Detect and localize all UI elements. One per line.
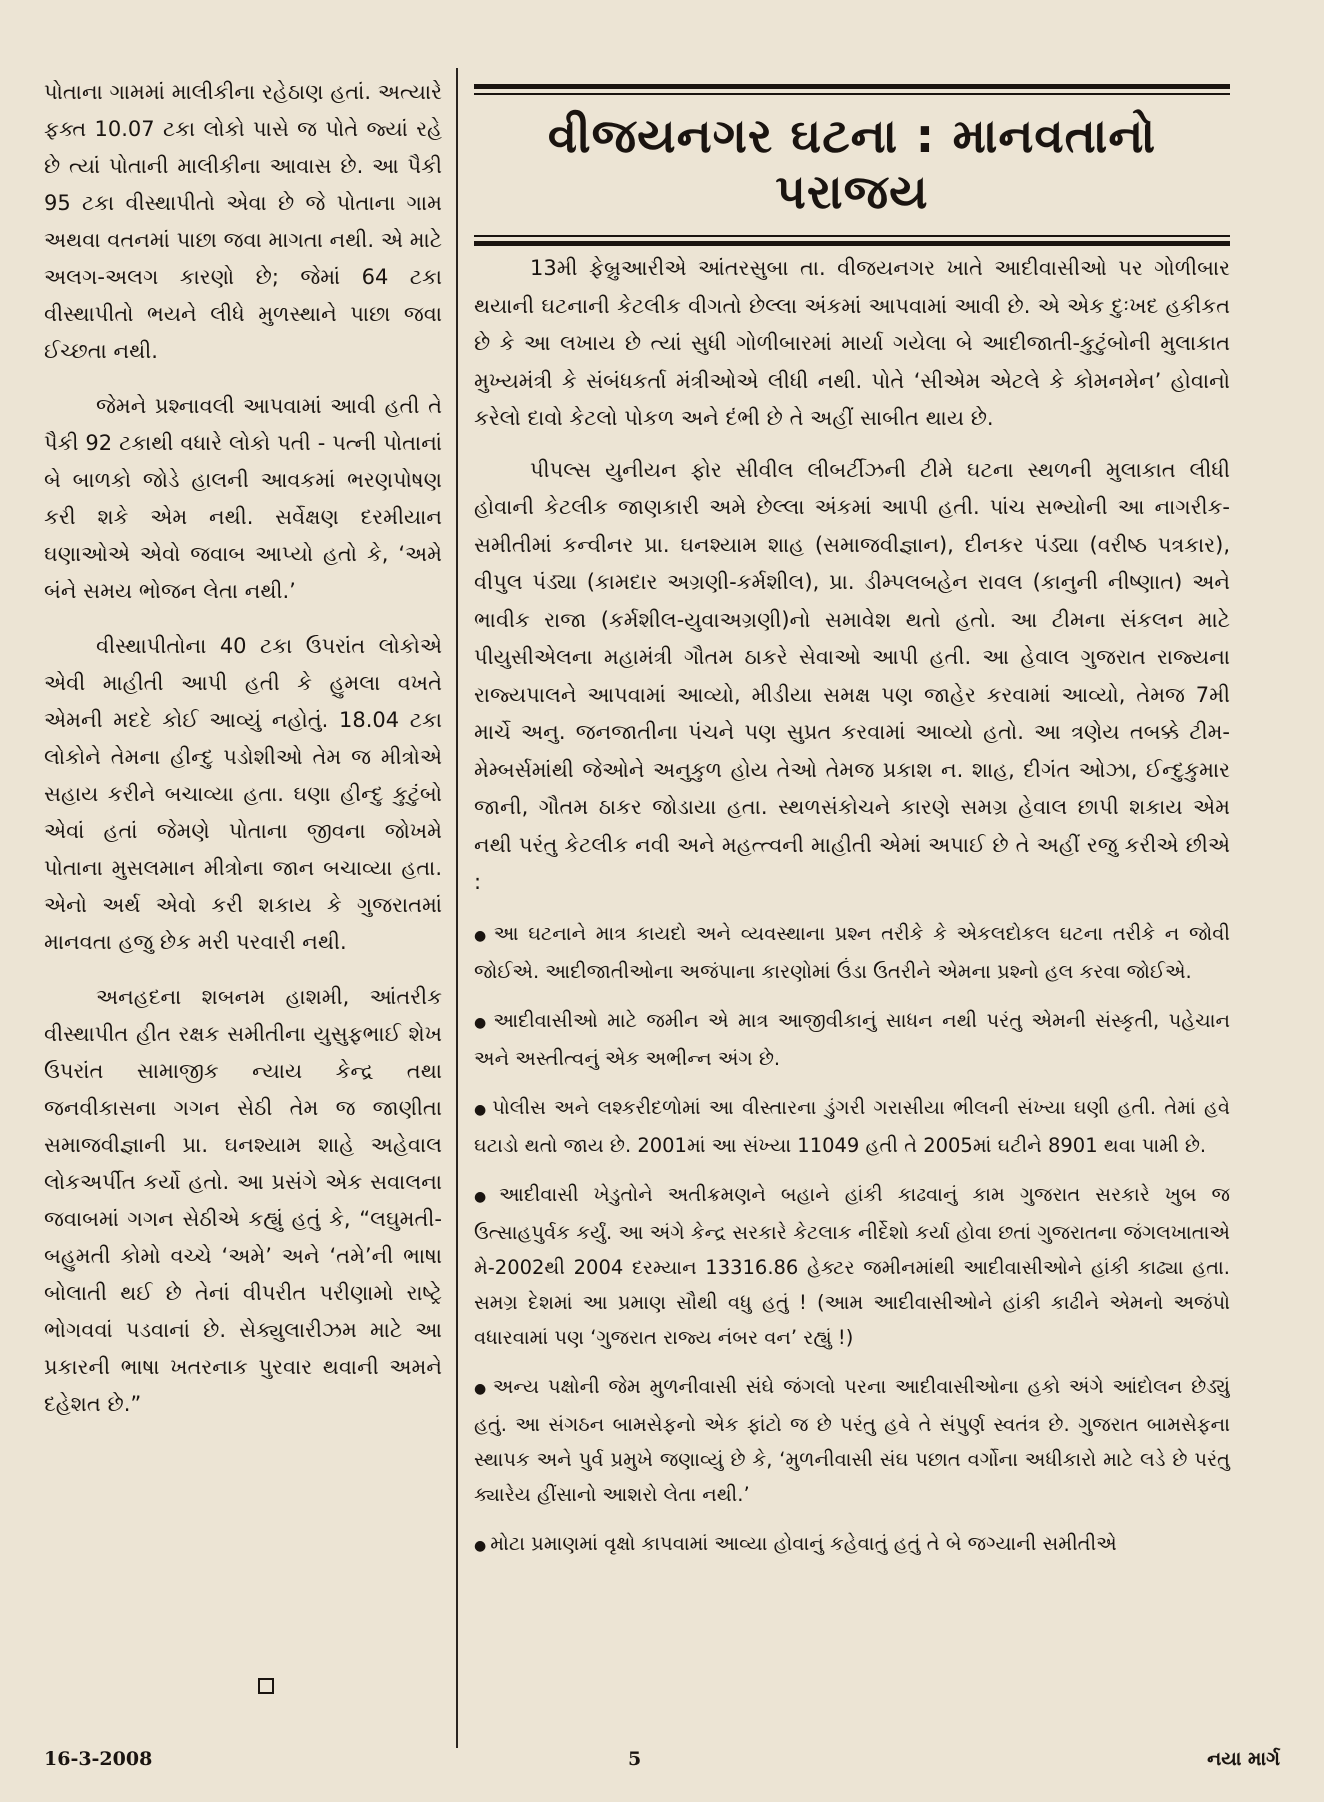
page-footer <box>44 1748 1280 1778</box>
bullet-item: ● અન્ય પક્ષોની જેમ મુળનીવાસી સંઘે જંગલો પરના આદીવાસીઓના હકો અંગે આંદોલન છેડ્યું હતું. આ સંગઠન બામસેફનો એક ફાંટો જ છે પરંતુ હવે તે સંપુર્ણ સ્વતંત્ર છે. ગુજરાત બામસેફના સ્થાપક અને પુર્વ પ્રમુખે જણાવ્યું છે કે, ‘મુળનીવાસી સંઘ પછાત વર્ગોના અધીકારો માટે લડે છે પરંતુ ક્યારેય હીંસાનો આશરો લેતા નથી.’ <box>474 1374 1230 1506</box>
bullet-dot-icon: ● <box>474 1188 496 1205</box>
article-paragraph-2: પીપલ્સ યુનીયન ફોર સીવીલ લીબર્ટીઝની ટીમે ઘટના સ્થળની મુલાકાત લીધી હોવાની કેટલીક જાણકારી અમે છેલ્લા અંકમાં આપી હતી. પાંચ સભ્યોની આ નાગરીક-સમીતીમાં કન્વીનર પ્રા. ઘનશ્યામ શાહ (સમાજવીજ્ઞાન), દીનકર પંડ્યા (વરીષ્ઠ પત્રકાર), વીપુલ પંડ્યા (કામદાર અગ્રણી-કર્મશીલ), પ્રા. ડીમ્પલબહેન રાવલ (કાનુની નીષ્ણાત) અને ભાવીક રાજા (કર્મશીલ-યુવાઅગ્રણી)નો સમાવેશ થતો હતો. આ ટીમના સંકલન માટે પીયુસીએલના મહામંત્રી ગૌતમ ઠાકરે સેવાઓ આપી હતી. આ હેવાલ ગુજરાત રાજ્યના રાજ્યપાલને આપવામાં આવ્યો, મીડીયા સમક્ષ પણ જાહેર કરવામાં આવ્યો, તેમજ 7મી માર્ચે અનુ. જનજાતીના પંચને પણ સુપ્રત કરવામાં આવ્યો હતો. આ ત્રણેય તબક્કે ટીમ-મેમ્બર્સમાંથી જેઓને અનુકુળ હોય તેઓ તેમજ પ્રકાશ ન. શાહ, દીગંત ઓઝા, ઈન્દુકુમાર જાની, ગૌતમ ઠાકર જોડાયા હતા. સ્થળસંકોચને કારણે સમગ્ર હેવાલ છાપી શકાય એમ નથી પરંતુ કેટલીક નવી અને મહત્ત્વની માહીતી એમાં અપાઈ છે તે અહીં રજુ કરીએ છીએ : <box>474 457 1230 894</box>
left-paragraph-3: વીસ્થાપીતોના 40 ટકા ઉપરાંત લોકોએ એવી માહીતી આપી હતી કે હુમલા વખતે એમની મદદે કોઈ આવ્યું નહોતું. 18.04 ટકા લોકોને તેમના હીન્દુ પડોશીઓ તેમ જ મીત્રોએ સહાય કરીને બચાવ્યા હતા. ઘણા હીન્દુ કુટુંબો એવાં હતાં જેમણે પોતાના જીવના જોખમે પોતાના મુસલમાન મીત્રોના જાન બચાવ્યા હતા. એનો અર્થ એવો કરી શકાય કે ગુજરાતમાં માનવતા હજુ છેક મરી પરવારી નથી. <box>44 634 442 954</box>
left-paragraph-4: અનહદના શબનમ હાશમી, આંતરીક વીસ્થાપીત હીત રક્ષક સમીતીના યુસુફભાઈ શેખ ઉપરાંત સામાજીક ન્યાય કેન્દ્ર તથા જનવીકાસના ગગન સેઠી તેમ જ જાણીતા સમાજવીજ્ઞાની પ્રા. ઘનશ્યામ શાહે અહેવાલ લોકઅર્પીત કર્યો હતો. આ પ્રસંગે એક સવાલના જવાબમાં ગગન સેઠીએ કહ્યું હતું કે, “લઘુમતી-બહુમતી કોમો વચ્ચે ‘અમે’ અને ‘તમે’ની ભાષા બોલાતી થઈ છે તેનાં વીપરીત પરીણામો રાષ્ટ્રે ભોગવવાં પડવાનાં છે. સેક્યુલારીઝમ માટે આ પ્રકારની ભાષા ખતરનાક પુરવાર થવાની અમને દહેશત છે.” <box>44 985 442 1416</box>
article-paragraph-1: 13મી ફેબ્રુઆરીએ આંતરસુબા તા. વીજયનગર ખાતે આદીવાસીઓ પર ગોળીબાર થયાની ઘટનાની કેટલીક વીગતો છેલ્લા અંકમાં આપવામાં આવી છે. એ એક દુઃખદ હકીકત છે કે આ લખાય છે ત્યાં સુધી ગોળીબારમાં માર્યા ગયેલા બે આદીજાતી-કુટુંબોની મુલાકાત મુખ્યમંત્રી કે સંબંધકર્તા મંત્રીઓએ લીધી નથી. પોતે ‘સીએમ એટલે કે કોમનમેન’ હોવાનો કરેલો દાવો કેટલો પોકળ અને દંભી છે તે અહીં સાબીત થાય છે. <box>474 256 1230 430</box>
headline-rule-bottom-thin <box>474 235 1230 237</box>
column-divider <box>456 68 458 1748</box>
bullet-item: ● આદીવાસી ખેડુતોને અતીક્રમણને બહાને હાંકી કાઢવાનું કામ ગુજરાત સરકારે ખુબ જ ઉત્સાહપુર્વક કર્યું. આ અંગે કેન્દ્ર સરકારે કેટલાક નીર્દેશો કર્યા હોવા છતાં ગુજરાતના જંગલખાતાએ મે-2002થી 2004 દરમ્યાન 13316.86 હેક્ટર જમીનમાંથી આદીવાસીઓને હાંકી કાઢ્યા હતા. સમગ્ર દેશમાં આ પ્રમાણ સૌથી વધુ હતું ! (આમ આદીવાસીઓને હાંકી કાઢીને એમનો અજંપો વધારવામાં પણ ‘ગુજરાત રાજ્ય નંબર વન’ રહ્યું !) <box>474 1182 1230 1349</box>
left-paragraph-1: પોતાના ગામમાં માલીકીના રહેઠાણ હતાં. અત્યારે ફક્ત 10.07 ટકા લોકો પાસે જ પોતે જ્યાં રહે છે ત્યાં પોતાની માલીકીના આવાસ છે. આ પૈકી 95 ટકા વીસ્થાપીતો એવા છે જે પોતાના ગામ અથવા વતનમાં પાછા જવા માગતા નથી. એ માટે અલગ-અલગ કારણો છે; જેમાં 64 ટકા વીસ્થાપીતો ભયને લીધે મુળસ્થાને પાછા જવા ઈચ્છતા નથી. <box>44 80 442 363</box>
bullet-item: ● આ ઘટનાને માત્ર કાયદો અને વ્યવસ્થાના પ્રશ્ન તરીકે કે એકલદોકલ ઘટના તરીકે ન જોવી જોઈએ. આદીજાતીઓના અજંપાના કારણોમાં ઉંડા ઉતરીને એમના પ્રશ્નો હલ કરવા જોઈએ. <box>474 921 1230 983</box>
bullet-dot-icon: ● <box>474 1101 489 1118</box>
left-column <box>44 74 442 1441</box>
bullet-dot-icon: ● <box>474 1014 490 1031</box>
headline-rule-top-thin <box>474 93 1230 95</box>
footer-date: 16-3-2008 <box>44 1748 153 1770</box>
left-paragraph-2: જેમને પ્રશ્નાવલી આપવામાં આવી હતી તે પૈકી 92 ટકાથી વધારે લોકો પતી - પત્ની પોતાનાં બે બાળકો જોડે હાલની આવકમાં ભરણપોષણ કરી શકે એમ નથી. સર્વેક્ષણ દરમીયાન ઘણાઓએ એવો જવાબ આપ્યો હતો કે, ‘અમે બંને સમય ભોજન લેતા નથી.’ <box>44 394 442 603</box>
bullet-dot-icon: ● <box>474 1380 489 1397</box>
headline-rule-bottom <box>474 241 1230 246</box>
article-column <box>474 74 1230 1578</box>
article-headline: વીજયનગર ઘટના : માનવતાનો પરાજય <box>547 109 1157 220</box>
article-end-square-icon <box>258 1678 274 1694</box>
bullet-dot-icon: ● <box>474 1537 487 1554</box>
headline-rule-top <box>474 84 1230 89</box>
bullet-item: ● પોલીસ અને લશ્કરીદળોમાં આ વીસ્તારના ડુંગરી ગરાસીયા ભીલની સંખ્યા ઘણી હતી. તેમાં હવે ઘટાડો થતો જાય છે. 2001માં આ સંખ્યા 11049 હતી તે 2005માં ઘટીને 8901 થવા પામી છે. <box>474 1095 1230 1157</box>
bullet-item: ● આદીવાસીઓ માટે જમીન એ માત્ર આજીવીકાનું સાધન નથી પરંતુ એમની સંસ્કૃતી, પહેચાન અને અસ્તીત્વનું એક અભીન્ન અંગ છે. <box>474 1008 1230 1070</box>
footer-page-number: 5 <box>628 1748 642 1770</box>
bullet-dot-icon: ● <box>474 927 490 944</box>
bullet-item: ● મોટા પ્રમાણમાં વૃક્ષો કાપવામાં આવ્યા હોવાનું કહેવાતું હતું તે બે જગ્યાની સમીતીએ <box>474 1531 1117 1555</box>
footer-publication-name: નયા માર્ગ <box>1207 1748 1280 1770</box>
